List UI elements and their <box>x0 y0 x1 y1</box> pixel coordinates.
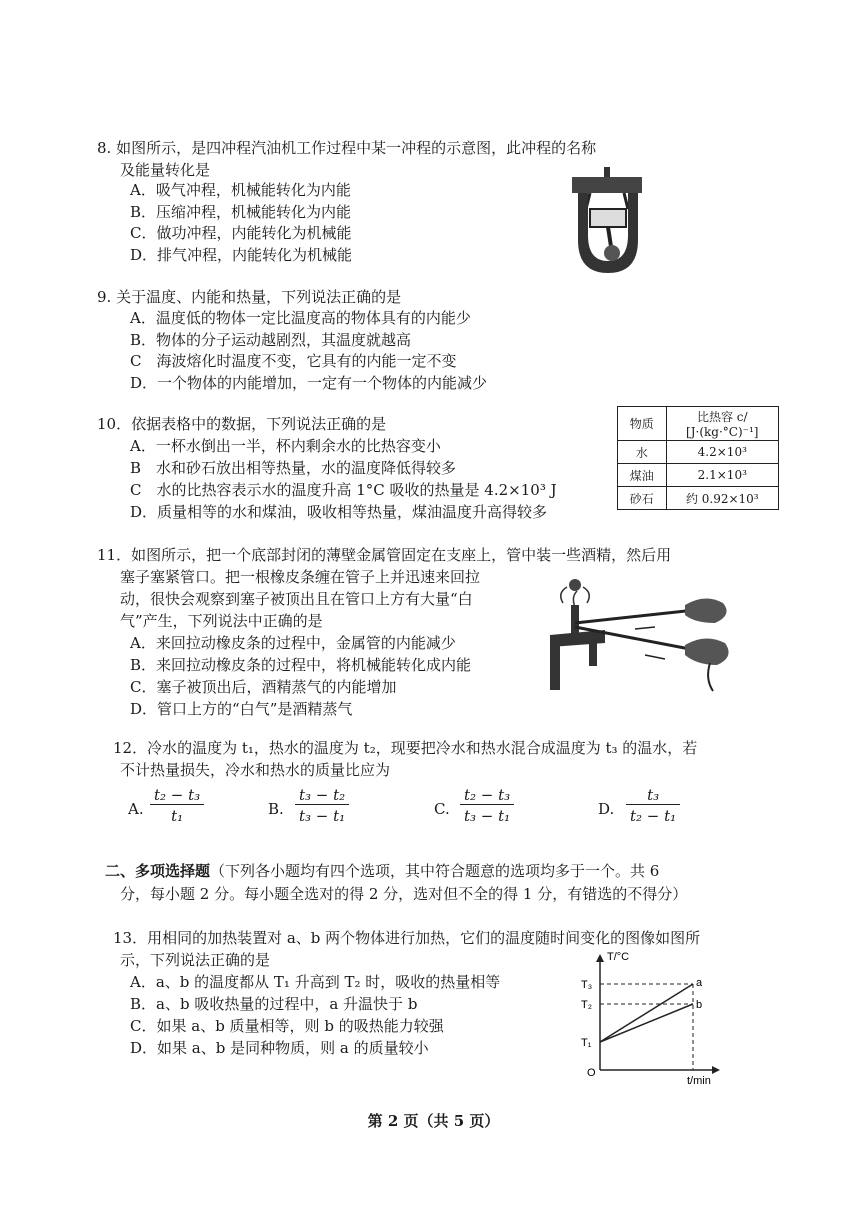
q9-option-c: C 海波熔化时温度不变，它具有的内能一定不变 <box>130 352 457 370</box>
table-header-substance: 物质 <box>618 407 667 441</box>
engine-cylinder-figure <box>568 165 648 280</box>
q8-option-c: C．做功冲程，内能转化为机械能 <box>130 224 352 242</box>
section2-title: 二、多项选择题 <box>105 862 211 880</box>
q9-option-d: D．一个物体的内能增加，一定有一个物体的内能减少 <box>130 374 488 392</box>
graph-t1: T₁ <box>581 1037 592 1049</box>
table-row: 砂石 约 0.92×10³ <box>618 487 779 510</box>
graph-label-a: a <box>696 977 703 989</box>
q11-option-d: D．管口上方的“白气”是酒精蒸气 <box>130 700 353 718</box>
q11-stem-line1: 11．如图所示，把一个底部封闭的薄壁金属管固定在支座上，管中装一些酒精，然后用 <box>97 546 672 564</box>
q13-option-c: C．如果 a、b 质量相等，则 b 的吸热能力较强 <box>130 1017 444 1035</box>
q11-option-c: C．塞子被顶出后，酒精蒸气的内能增加 <box>130 678 397 696</box>
q12-option-a-fraction: $\frac{\text{t₂ − t₃}}{\text{t₁}}$ <box>150 786 204 825</box>
q13-option-d: D．如果 a、b 是同种物质，则 a 的质量较小 <box>130 1039 429 1057</box>
q12-option-c-label: C. <box>434 800 450 818</box>
q9-option-b: B．物体的分子运动越剧烈，其温度就越高 <box>130 331 412 349</box>
q8-stem-line2: 及能量转化是 <box>120 161 211 179</box>
q10-option-c: C 水的比热容表示水的温度升高 1°C 吸收的热量是 4.2×10³ J <box>130 481 557 499</box>
q8-option-d: D．排气冲程，内能转化为机械能 <box>130 246 353 264</box>
q9-option-a: A．温度低的物体一定比温度高的物体具有的内能少 <box>130 309 471 327</box>
q10-stem: 10．依据表格中的数据，下列说法正确的是 <box>97 415 387 433</box>
graph-label-b: b <box>696 999 703 1011</box>
q12-stem-line1: 12．冷水的温度为 t₁，热水的温度为 t₂，现要把冷水和热水混合成温度为 t₃ 的温水，若 <box>113 739 698 757</box>
q13-stem-line2: 示，下列说法正确的是 <box>120 951 271 969</box>
q12-stem-line2: 不计热量损失，冷水和热水的质量比应为 <box>120 761 391 779</box>
section2-desc-line1: （下列各小题均有四个选项，其中符合题意的选项均多于一个。共 6 <box>210 862 660 880</box>
metal-tube-rubber-band-figure <box>545 575 745 695</box>
q11-option-a: A．来回拉动橡皮条的过程中，金属管的内能减少 <box>130 634 456 652</box>
graph-xlabel: t/min <box>687 1075 711 1087</box>
line-a <box>600 984 693 1042</box>
section2-heading <box>105 860 659 881</box>
q13-stem-line1: 13．用相同的加热装置对 a、b 两个物体进行加热，它们的温度随时间变化的图像如图所 <box>113 929 701 947</box>
temperature-time-graph <box>575 950 725 1090</box>
q10-option-a: A．一杯水倒出一半，杯内剩余水的比热容变小 <box>130 437 441 455</box>
graph-origin: O <box>587 1067 596 1079</box>
q11-option-b: B．来回拉动橡皮条的过程中，将机械能转化成内能 <box>130 656 472 674</box>
specific-heat-table <box>617 406 779 510</box>
graph-t2: T₂ <box>581 999 592 1011</box>
q12-option-a-label: A. <box>128 800 144 818</box>
q12-option-d-fraction: $\frac{\text{t₃}}{\text{t₂ − t₁}}$ <box>626 786 680 825</box>
section2-desc-line2: 分，每小题 2 分。每小题全选对的得 2 分，选对但不全的得 1 分，有错选的不得分） <box>120 885 688 903</box>
q12-option-b-label: B. <box>268 800 284 818</box>
q10-option-b: B 水和砂石放出相等热量，水的温度降低得较多 <box>130 459 457 477</box>
q13-option-a: A．a、b 的温度都从 T₁ 升高到 T₂ 时，吸收的热量相等 <box>130 973 501 991</box>
q12-option-c-fraction: $\frac{\text{t₂ − t₃}}{\text{t₃ − t₁}}$ <box>460 786 514 825</box>
q8-option-a: A．吸气冲程，机械能转化为内能 <box>130 181 351 199</box>
q9-stem: 9. 关于温度、内能和热量，下列说法正确的是 <box>97 288 402 306</box>
graph-ylabel: T/°C <box>607 951 630 963</box>
graph-t3: T₃ <box>581 979 593 991</box>
q10-option-d: D．质量相等的水和煤油，吸收相等热量，煤油温度升高得较多 <box>130 503 548 521</box>
q11-stem-line3: 动，很快会观察到塞子被顶出且在管口上方有大量“白 <box>120 590 473 608</box>
q11-stem-line2: 塞子塞紧管口。把一根橡皮条缠在管子上并迅速来回拉 <box>120 568 481 586</box>
line-b <box>600 1004 693 1042</box>
q11-stem-line4: 气”产生，下列说法中正确的是 <box>120 612 323 630</box>
q12-option-d-label: D. <box>598 800 615 818</box>
table-row: 煤油 2.1×10³ <box>618 464 779 487</box>
table-row: 水 4.2×10³ <box>618 441 779 464</box>
q12-option-b-fraction: $\frac{\text{t₃ − t₂}}{\text{t₃ − t₁}}$ <box>295 786 349 825</box>
table-header-heat-capacity: 比热容 c/ [J·(kg·°C)⁻¹] <box>666 407 778 441</box>
q8-option-b: B．压缩冲程，机械能转化为内能 <box>130 203 352 221</box>
q13-option-b: B．a、b 吸收热量的过程中，a 升温快于 b <box>130 995 418 1013</box>
q8-stem-line1: 8. 如图所示，是四冲程汽油机工作过程中某一冲程的示意图，此冲程的名称 <box>97 139 597 157</box>
page-footer: 第 2 页（共 5 页） <box>367 1112 500 1130</box>
